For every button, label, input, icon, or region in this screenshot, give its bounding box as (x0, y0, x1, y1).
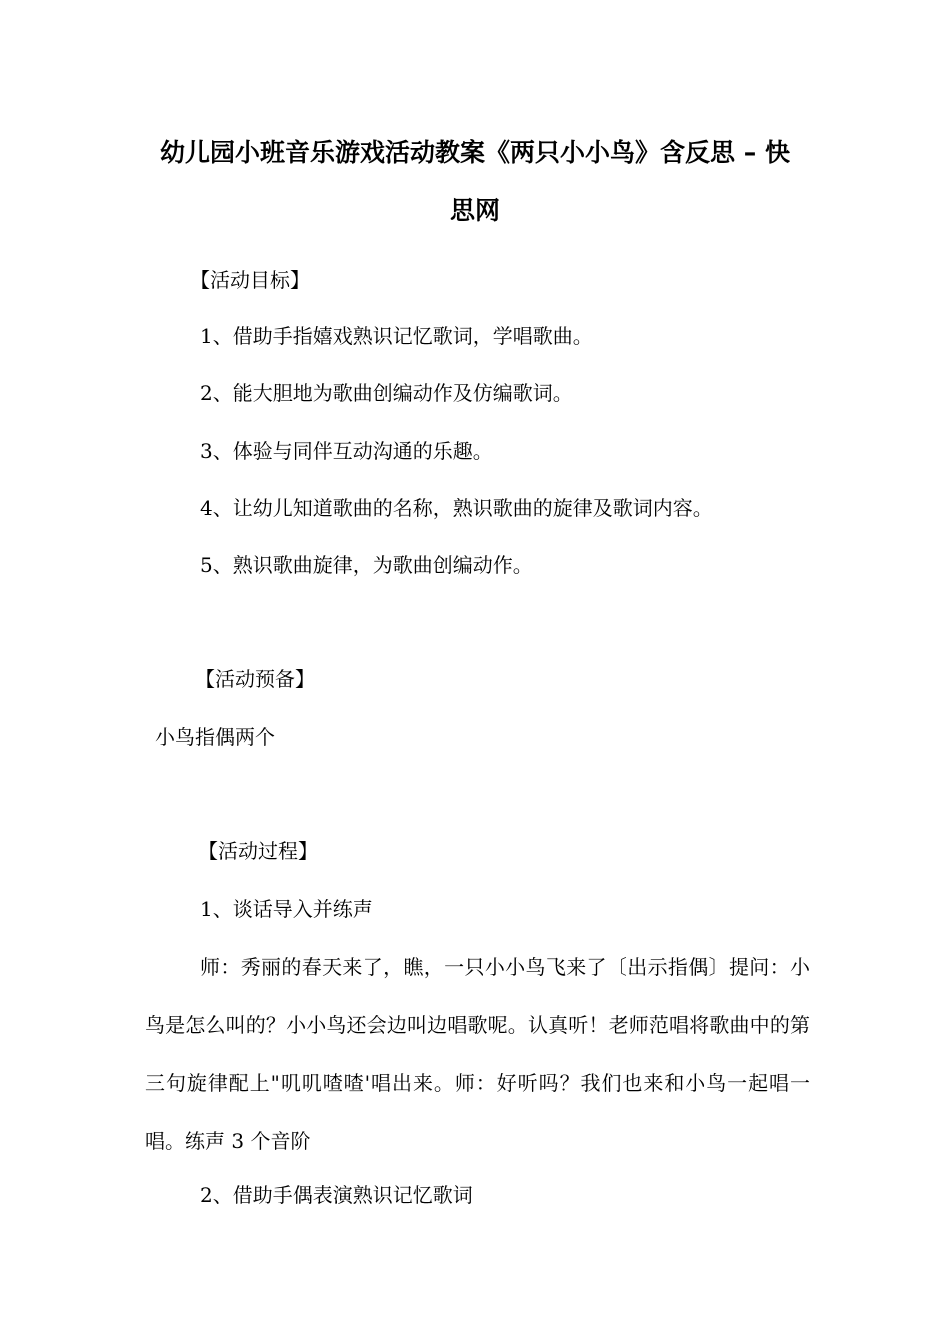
goals-heading: 【活动目标】 (190, 268, 310, 292)
document-title-line-2: 思网 (449, 196, 500, 225)
goal-item-3: 3、体验与同伴互动沟通的乐趣。 (200, 439, 493, 463)
process-heading: 【活动过程】 (198, 839, 318, 863)
goal-item-4: 4、让幼儿知道歌曲的名称，熟识歌曲的旋律及歌词内容。 (200, 496, 713, 520)
process-step-1: 1、谈话导入并练声 (200, 897, 373, 921)
process-paragraph: 师：秀丽的春天来了，瞧，一只小小鸟飞来了〔出示指偶〕提问：小鸟是怎么叫的？小小鸟还会边叫边唱歌呢。认真听！老师范唱将歌曲中的第三句旋律配上"叽叽喳喳'唱出来。师：好听吗？我们也来和小鸟一起唱一唱。练声 3 个音阶 (145, 955, 810, 1153)
goal-item-1: 1、借助手指嬉戏熟识记忆歌词，学唱歌曲。 (200, 324, 593, 348)
process-step-2: 2、借助手偶表演熟识记忆歌词 (200, 1183, 473, 1207)
prep-heading: 【活动预备】 (195, 667, 315, 691)
goal-item-2: 2、能大胆地为歌曲创编动作及仿编歌词。 (200, 381, 573, 405)
document-title-line-1: 幼儿园小班音乐游戏活动教案《两只小小鸟》含反思 – 快 (160, 138, 790, 167)
prep-text: 小鸟指偶两个 (155, 725, 275, 749)
goal-item-5: 5、熟识歌曲旋律，为歌曲创编动作。 (200, 553, 533, 577)
